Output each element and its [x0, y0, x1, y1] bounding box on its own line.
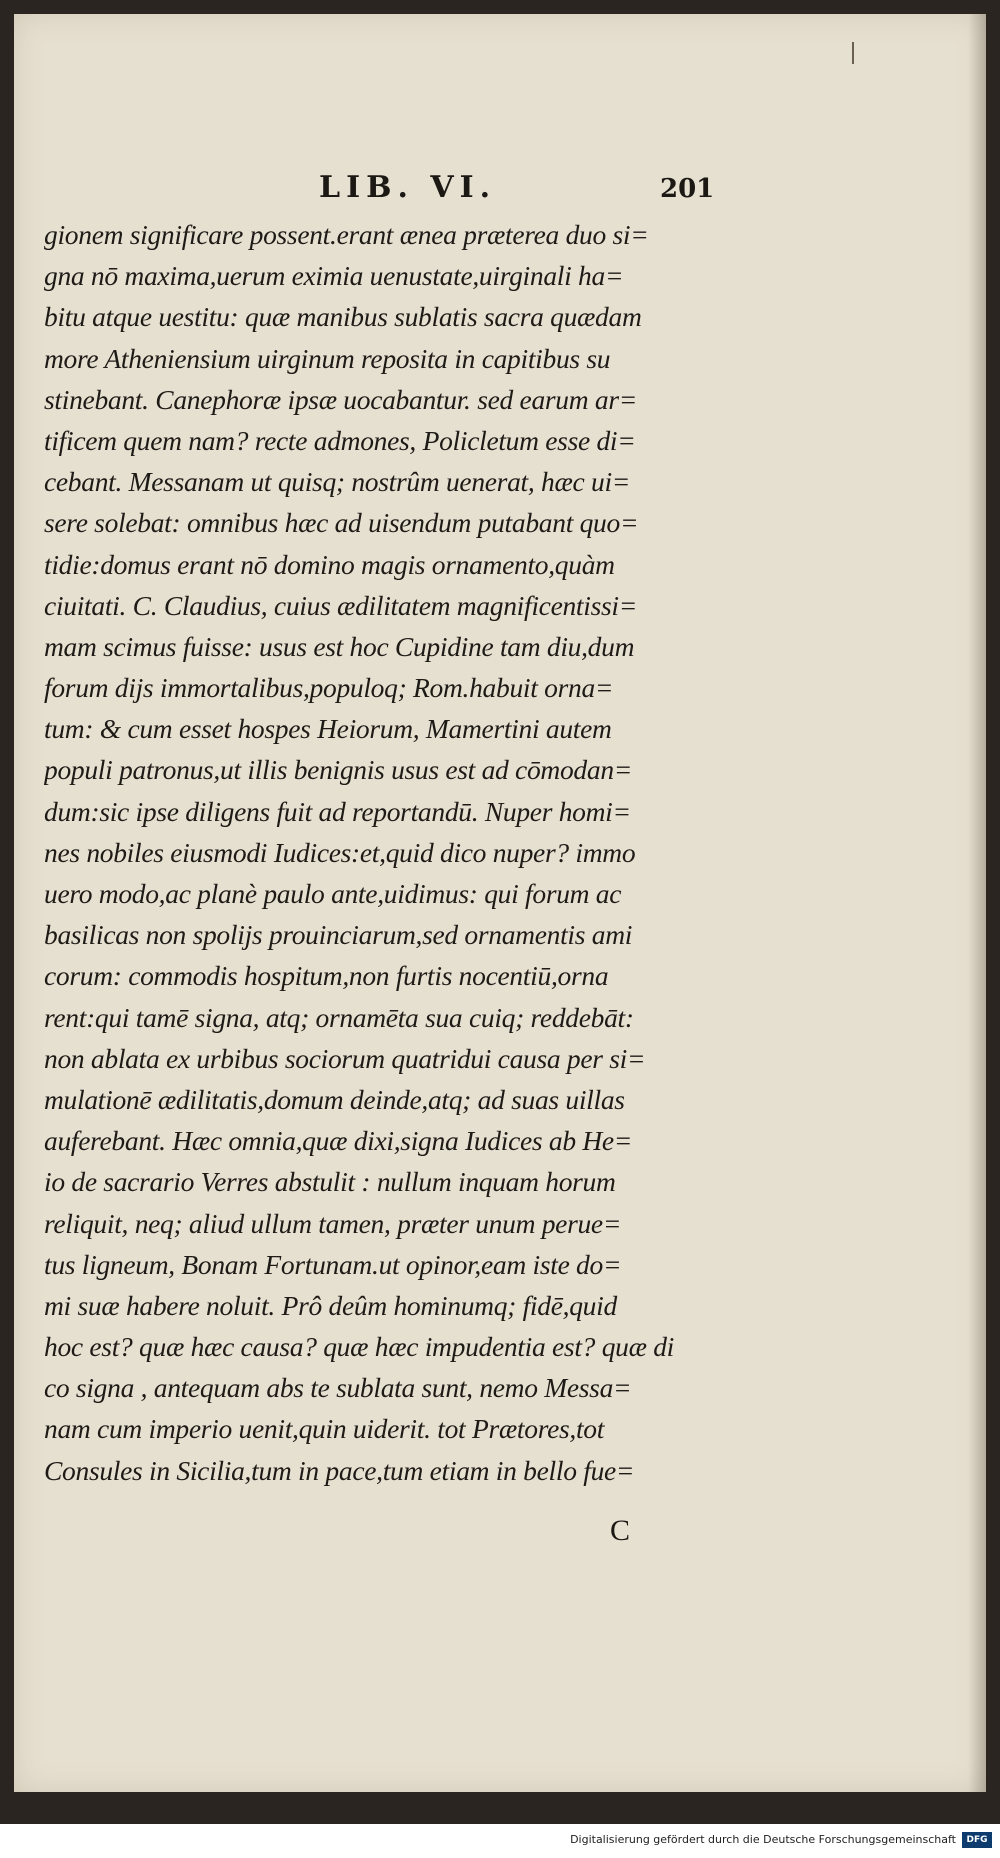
text-line: bitu atque uestitu: quæ manibus sublatis sacra quædam [44, 301, 642, 333]
text-line: ciuitati. C. Claudius, cuius ædilitatem magnificentissi= [44, 589, 638, 621]
text-line: non ablata ex urbibus sociorum quatridui causa per si= [44, 1042, 646, 1074]
text-line: reliquit, neq; aliud ullum tamen, præter unum perue= [44, 1207, 622, 1239]
text-line: corum: commodis hospitum,non furtis nocentiū,orna [44, 960, 609, 992]
margin-mark [852, 42, 854, 64]
text-line: rent:qui tamē signa, atq; ornamēta sua cuiq; reddebāt: [44, 1001, 634, 1033]
text-line: more Atheniensium uirginum reposita in capitibus su [44, 342, 611, 374]
text-line: gionem significare possent.erant ænea præterea duo si= [44, 219, 649, 250]
footer-bar [0, 1824, 1000, 1858]
text-line: tus ligneum, Bonam Fortunam.ut opinor,eam iste do= [44, 1248, 622, 1280]
text-line: gna nō maxima,uerum eximia uenustate,uirginali ha= [44, 260, 624, 292]
text-line: basilicas non spolijs prouinciarum,sed ornamentis ami [44, 919, 633, 951]
book-page [14, 14, 986, 1792]
text-line: mam scimus fuisse: usus est hoc Cupidine tam diu,dum [44, 630, 635, 662]
signature-mark: C [610, 1514, 631, 1547]
text-line: tificem quem nam? recte admones, Policletum esse di= [44, 424, 636, 456]
text-line: co signa , antequam abs te sublata sunt, nemo Messa= [44, 1372, 632, 1404]
text-line: mulationē ædilitatis,domum deinde,atq; ad suas uillas [44, 1083, 625, 1115]
footer-credit: Digitalisierung gefördert durch die Deutsche Forschungsgemeinschaft [570, 1833, 956, 1846]
text-line: Consules in Sicilia,tum in pace,tum etiam in bello fue= [44, 1454, 635, 1486]
text-line: stinebant. Canephoræ ipsæ uocabantur. sed earum ar= [44, 383, 637, 415]
text-line: hoc est? quæ hæc causa? quæ hæc impudentia est? quæ di [44, 1331, 675, 1363]
text-line: sere solebat: omnibus hæc ad uisendum putabant quo= [44, 507, 639, 539]
text-line: tum: & cum esset hospes Heiorum, Mamertini autem [44, 713, 612, 745]
text-line: mi suæ habere noluit. Prô deûm hominumq; fidē,quid [44, 1289, 617, 1321]
dfg-logo: DFG [962, 1832, 992, 1848]
running-head: LIB. VI. [319, 170, 497, 205]
page-edge-shadow [968, 14, 986, 1792]
text-line: tidie:domus erant nō domino magis ornamento,quàm [44, 548, 615, 580]
page-header [14, 160, 986, 210]
text-line: cebant. Messanam ut quisq; nostrûm uenerat, hæc ui= [44, 466, 631, 498]
body-text [44, 214, 744, 1491]
text-line: forum dijs immortalibus,populoq; Rom.habuit orna= [44, 672, 614, 704]
text-line: io de sacrario Verres abstulit : nullum inquam horum [44, 1166, 616, 1198]
text-line: nam cum imperio uenit,quin uiderit. tot Prætores,tot [44, 1413, 605, 1445]
page-number: 201 [660, 174, 715, 204]
text-line: auferebant. Hæc omnia,quæ dixi,signa Iudices ab He= [44, 1125, 633, 1157]
text-line: populi patronus,ut illis benignis usus est ad cōmodan= [44, 754, 633, 786]
text-line: nes nobiles eiusmodi Iudices:et,quid dico nuper? immo [44, 836, 636, 868]
text-line: uero modo,ac planè paulo ante,uidimus: qui forum ac [44, 878, 622, 909]
text-line: dum:sic ipse diligens fuit ad reportandū. Nuper homi= [44, 795, 631, 827]
